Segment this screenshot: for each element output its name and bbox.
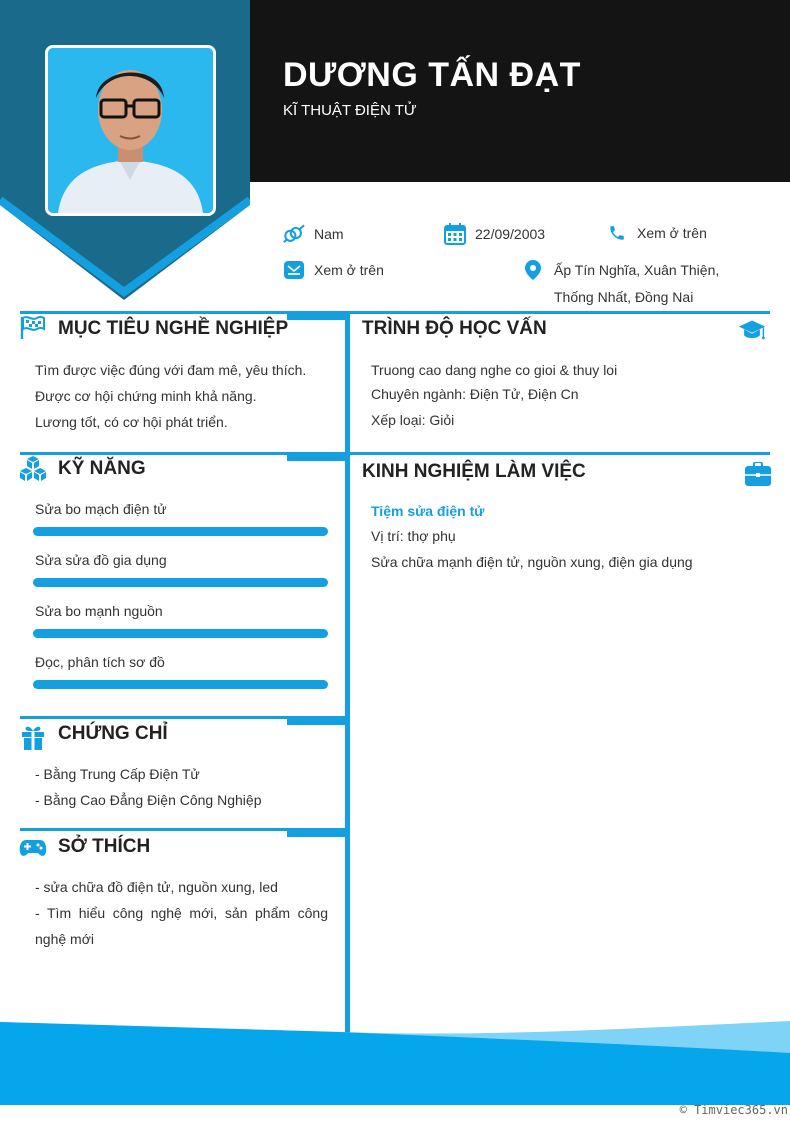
skills-title: KỸ NĂNG bbox=[58, 458, 146, 479]
education-school: Truong cao dang nghe co gioi & thuy loi bbox=[371, 362, 618, 378]
experience-description: Sửa chữa mạnh điện tử, nguồn xung, điện gia dụng bbox=[371, 554, 693, 570]
gift-icon bbox=[19, 723, 47, 751]
education-major: Chuyên ngành: Điện Tử, Điện Cn bbox=[371, 386, 579, 402]
objective-line: Được cơ hội chứng minh khả năng. bbox=[35, 388, 257, 404]
flag-icon bbox=[19, 313, 47, 341]
candidate-name: DƯƠNG TẤN ĐẠT bbox=[283, 56, 581, 94]
experience-title: KINH NGHIỆM LÀM VIỆC bbox=[362, 461, 586, 482]
gamepad-icon bbox=[19, 834, 47, 862]
email-value: Xem ở trên bbox=[314, 262, 384, 278]
objective-line: Tìm được việc đúng với đam mê, yêu thích. bbox=[35, 362, 307, 378]
birthday-value: 22/09/2003 bbox=[475, 226, 546, 242]
certificates-tab bbox=[287, 716, 345, 725]
skills-tab bbox=[287, 452, 345, 461]
certificates-title: CHỨNG CHỈ bbox=[58, 723, 168, 744]
contact-birthday bbox=[444, 223, 545, 245]
copyright-text: © Timviec365.vn bbox=[679, 1103, 788, 1117]
hobby-line: - Tìm hiểu công nghệ mới, sản phẩm công bbox=[35, 905, 328, 921]
education-title: TRÌNH ĐỘ HỌC VẤN bbox=[362, 318, 547, 339]
contact-email bbox=[283, 259, 384, 281]
skill-bar bbox=[33, 680, 328, 689]
cubes-icon bbox=[19, 455, 47, 483]
certificate-line: - Bằng Cao Đẳng Điện Công Nghiệp bbox=[35, 792, 262, 808]
skill-label: Sửa bo mạch điện tử bbox=[35, 501, 167, 517]
experience-company: Tiệm sửa điện tử bbox=[371, 503, 485, 519]
skill-bar bbox=[33, 527, 328, 536]
hobby-line: nghệ mới bbox=[35, 931, 94, 947]
gender-icon bbox=[283, 223, 305, 245]
profile-photo bbox=[45, 45, 216, 216]
email-icon bbox=[283, 259, 305, 281]
skill-label: Đọc, phân tích sơ đồ bbox=[35, 654, 165, 670]
column-divider bbox=[345, 311, 350, 1034]
education-grade: Xếp loại: Giỏi bbox=[371, 412, 455, 428]
address-line1: Ấp Tín Nghĩa, Xuân Thiện, bbox=[554, 262, 720, 278]
contact-address bbox=[522, 259, 719, 281]
skill-bar bbox=[33, 578, 328, 587]
location-pin-icon bbox=[522, 259, 544, 281]
objective-line: Lương tốt, có cơ hội phát triển. bbox=[35, 414, 228, 430]
education-rule bbox=[349, 311, 770, 314]
skill-label: Sửa sửa đồ gia dụng bbox=[35, 552, 167, 568]
skill-label: Sửa bo mạnh nguồn bbox=[35, 603, 163, 619]
briefcase-icon bbox=[744, 460, 772, 488]
phone-icon bbox=[606, 222, 628, 244]
skill-bar bbox=[33, 629, 328, 638]
hobby-line: - sửa chữa đồ điện tử, nguồn xung, led bbox=[35, 879, 278, 895]
footer-wave bbox=[0, 1015, 790, 1105]
contact-gender bbox=[283, 223, 344, 245]
contact-phone bbox=[606, 222, 707, 244]
address-line2: Thống Nhất, Đồng Nai bbox=[554, 289, 694, 305]
calendar-icon bbox=[444, 223, 466, 245]
phone-value: Xem ở trên bbox=[637, 225, 707, 241]
objective-tab bbox=[287, 311, 345, 320]
gender-value: Nam bbox=[314, 226, 344, 242]
graduation-cap-icon bbox=[738, 317, 766, 345]
hobbies-title: SỞ THÍCH bbox=[58, 836, 151, 857]
certificate-line: - Bằng Trung Cấp Điện Tử bbox=[35, 766, 200, 782]
experience-position: Vị trí: thợ phụ bbox=[371, 528, 456, 544]
job-title: KĨ THUẬT ĐIỆN TỬ bbox=[283, 102, 417, 119]
experience-rule bbox=[349, 452, 770, 455]
hobbies-tab bbox=[287, 828, 345, 837]
objective-title: MỤC TIÊU NGHỀ NGHIỆP bbox=[58, 318, 289, 339]
